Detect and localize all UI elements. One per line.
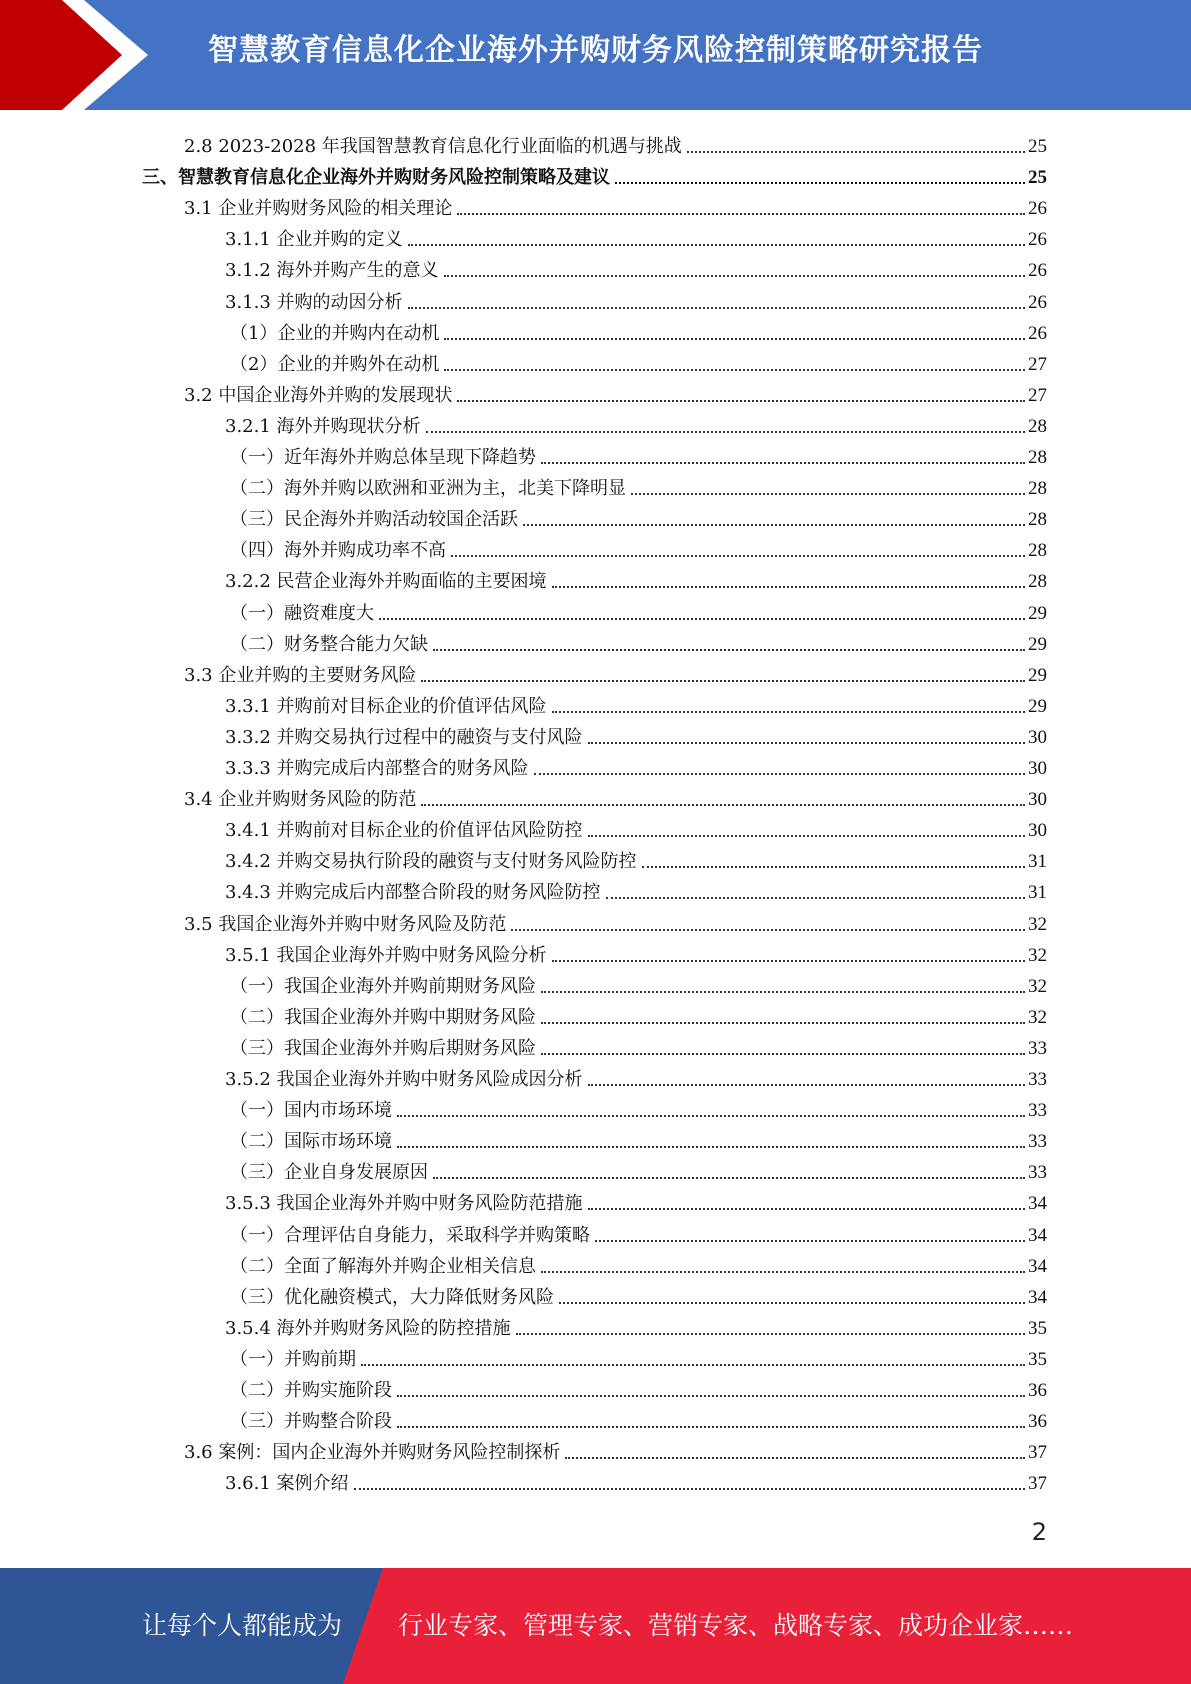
toc-entry-label: （三）民企海外并购活动较国企活跃: [230, 509, 518, 531]
toc-entry-label: 3.4.1 并购前对目标企业的价值评估风险防控: [225, 820, 583, 842]
toc-entry-label: （三）我国企业海外并购后期财务风险: [230, 1037, 536, 1059]
toc-entry-page: 29: [1028, 695, 1047, 717]
toc-entry[interactable]: [225, 937, 1047, 968]
toc-leader-dots: [588, 1208, 1025, 1210]
toc-entry-page: 28: [1028, 478, 1047, 500]
toc-entry-page: 27: [1028, 353, 1047, 375]
toc-entry-label: （一）融资难度大: [230, 602, 374, 624]
toc-entry-page: 30: [1028, 820, 1047, 842]
toc-leader-dots: [588, 1084, 1025, 1086]
toc-entry-page: 26: [1028, 198, 1047, 220]
toc-entry-label: 3.5.1 我国企业海外并购中财务风险分析: [225, 944, 547, 966]
toc-entry[interactable]: [184, 128, 1047, 159]
toc-entry-label: 3.4.3 并购完成后内部整合阶段的财务风险防控: [225, 882, 601, 904]
toc-entry-page: 32: [1028, 1006, 1047, 1028]
toc-entry[interactable]: [230, 1154, 1047, 1185]
toc-entry-page: 33: [1028, 1069, 1047, 1090]
toc-entry-label: （2）企业的并购外在动机: [230, 353, 440, 375]
toc-leader-dots: [421, 804, 1025, 806]
footer-slogan-left: 让每个人都能成为: [142, 1611, 343, 1640]
toc-leader-dots: [552, 711, 1025, 713]
toc-entry[interactable]: [230, 439, 1047, 470]
toc-entry-page: 33: [1028, 1162, 1047, 1184]
toc-leader-dots: [541, 462, 1025, 464]
toc-entry[interactable]: [230, 1372, 1047, 1403]
toc-entry[interactable]: [230, 315, 1047, 346]
toc-entry[interactable]: [225, 221, 1047, 252]
toc-entry-page: 34: [1028, 1255, 1047, 1277]
toc-leader-dots: [552, 960, 1025, 962]
toc-entry[interactable]: [225, 1061, 1047, 1092]
toc-leader-dots: [457, 213, 1025, 215]
toc-leader-dots: [552, 586, 1025, 588]
toc-entry-page: 29: [1028, 602, 1047, 624]
toc-leader-dots: [615, 182, 1025, 184]
toc-entry-page: 28: [1028, 447, 1047, 468]
toc-entry-page: 32: [1028, 944, 1047, 966]
toc-entry[interactable]: [225, 1310, 1047, 1341]
toc-entry[interactable]: [225, 284, 1047, 315]
toc-entry-page: 28: [1028, 509, 1047, 531]
toc-leader-dots: [523, 524, 1025, 526]
toc-entry[interactable]: [142, 159, 1047, 190]
toc-entry[interactable]: [225, 1185, 1047, 1216]
toc-entry[interactable]: [225, 688, 1047, 719]
toc-entry-label: 3.6 案例：国内企业海外并购财务风险控制探析: [184, 1442, 561, 1464]
toc-entry[interactable]: [230, 1123, 1047, 1154]
toc-entry-page: 30: [1028, 726, 1047, 748]
toc-entry-label: 3.4 企业并购财务风险的防范: [184, 789, 417, 811]
toc-entry[interactable]: [184, 906, 1047, 937]
toc-entry-page: 33: [1028, 1131, 1047, 1153]
toc-entry[interactable]: [225, 252, 1047, 283]
toc-entry-page: 34: [1028, 1193, 1047, 1215]
toc-entry-label: 3.1.3 并购的动因分析: [225, 291, 403, 313]
toc-entry-label: 3.5.2 我国企业海外并购中财务风险成因分析: [225, 1069, 583, 1090]
toc-entry-label: 3.2.1 海外并购现状分析: [225, 415, 421, 437]
toc-entry[interactable]: [225, 719, 1047, 750]
toc-entry[interactable]: [230, 501, 1047, 532]
toc-leader-dots: [588, 835, 1025, 837]
toc-leader-dots: [541, 1271, 1025, 1273]
toc-entry[interactable]: [230, 532, 1047, 563]
toc-leader-dots: [541, 991, 1025, 993]
toc-entry-page: 27: [1028, 384, 1047, 406]
toc-leader-dots: [408, 307, 1025, 309]
toc-leader-dots: [516, 1333, 1025, 1335]
toc-entry-page: 28: [1028, 540, 1047, 562]
toc-entry-label: （1）企业的并购内在动机: [230, 322, 440, 344]
toc-entry-page: 36: [1028, 1411, 1047, 1433]
toc-entry-page: 32: [1028, 913, 1047, 935]
toc-entry-label: （二）国际市场环境: [230, 1131, 392, 1153]
toc-leader-dots: [534, 773, 1025, 775]
toc-leader-dots: [397, 1115, 1025, 1117]
toc-entry[interactable]: [230, 1403, 1047, 1434]
toc-entry-label: （三）优化融资模式，大力降低财务风险: [230, 1286, 554, 1308]
toc-leader-dots: [588, 742, 1025, 744]
toc-entry-page: 37: [1028, 1442, 1047, 1464]
toc-leader-dots: [457, 400, 1025, 402]
toc-leader-dots: [444, 369, 1025, 371]
toc-entry-page: 29: [1028, 664, 1047, 686]
page-header: [0, 0, 1191, 110]
toc-entry-label: 3.3.3 并购完成后内部整合的财务风险: [225, 758, 529, 779]
toc-entry-label: 3.3.1 并购前对目标企业的价值评估风险: [225, 695, 547, 717]
toc-leader-dots: [408, 244, 1025, 246]
toc-entry-label: 3.2.2 民营企业海外并购面临的主要困境: [225, 571, 547, 593]
toc-entry-label: （二）全面了解海外并购企业相关信息: [230, 1255, 536, 1277]
toc-entry[interactable]: [230, 470, 1047, 501]
toc-entry-page: 25: [1028, 167, 1047, 189]
footer-slogan-right: 行业专家、管理专家、营销专家、战略专家、成功企业家……: [398, 1611, 1074, 1640]
toc-entry-page: 26: [1028, 322, 1047, 344]
toc-entry[interactable]: [184, 1434, 1047, 1465]
toc-entry[interactable]: [230, 999, 1047, 1030]
toc-entry-label: 3.3.2 并购交易执行过程中的融资与支付风险: [225, 726, 583, 748]
toc-entry-page: 28: [1028, 415, 1047, 437]
toc-entry[interactable]: [225, 563, 1047, 594]
toc-entry[interactable]: [230, 346, 1047, 377]
toc-entry-label: 2.8 2023-2028 年我国智慧教育信息化行业面临的机遇与挑战: [184, 136, 682, 157]
toc-entry[interactable]: [230, 1279, 1047, 1310]
toc-leader-dots: [687, 151, 1025, 153]
toc-leader-dots: [642, 866, 1025, 868]
toc-entry-label: （三）并购整合阶段: [230, 1411, 392, 1433]
toc-entry-page: 36: [1028, 1380, 1047, 1401]
toc-entry-page: 32: [1028, 975, 1047, 997]
toc-leader-dots: [541, 1022, 1025, 1024]
toc-entry-label: 3.5.4 海外并购财务风险的防控措施: [225, 1317, 511, 1339]
toc-entry-label: 3.4.2 并购交易执行阶段的融资与支付财务风险防控: [225, 851, 637, 873]
toc-entry-label: （一）合理评估自身能力，采取科学并购策略: [230, 1224, 590, 1246]
toc-leader-dots: [444, 338, 1025, 340]
toc-entry-page: 29: [1028, 633, 1047, 655]
toc-leader-dots: [397, 1146, 1025, 1148]
toc-entry-label: 3.1.2 海外并购产生的意义: [225, 260, 439, 282]
toc-entry-page: 26: [1028, 229, 1047, 251]
toc-entry-page: 37: [1028, 1473, 1047, 1495]
toc-leader-dots: [397, 1395, 1025, 1397]
toc-leader-dots: [559, 1302, 1025, 1304]
toc-entry-label: 3.6.1 案例介绍: [225, 1473, 349, 1495]
toc-entry-page: 31: [1028, 851, 1047, 873]
toc-entry[interactable]: [230, 1341, 1047, 1372]
report-title: 智慧教育信息化企业海外并购财务风险控制策略研究报告: [208, 33, 983, 68]
toc-leader-dots: [379, 618, 1025, 620]
toc-entry-label: 三、智慧教育信息化企业海外并购财务风险控制策略及建议: [142, 167, 610, 189]
toc-leader-dots: [631, 493, 1025, 495]
toc-leader-dots: [606, 897, 1025, 899]
toc-entry-label: 3.2 中国企业海外并购的发展现状: [184, 384, 453, 406]
toc-entry-label: （二）海外并购以欧洲和亚洲为主，北美下降明显: [230, 478, 626, 500]
toc-entry[interactable]: [230, 1092, 1047, 1123]
toc-leader-dots: [421, 680, 1025, 682]
toc-entry[interactable]: [184, 657, 1047, 688]
toc-entry-page: 30: [1028, 789, 1047, 811]
toc-entry-page: 35: [1028, 1348, 1047, 1370]
toc-entry-page: 28: [1028, 571, 1047, 593]
toc-leader-dots: [451, 555, 1025, 557]
toc-leader-dots: [565, 1457, 1025, 1459]
toc-entry[interactable]: [225, 812, 1047, 843]
page-footer: [0, 1568, 1191, 1684]
toc-entry-label: （三）企业自身发展原因: [230, 1162, 428, 1184]
toc-leader-dots: [541, 1053, 1025, 1055]
toc-entry-label: 3.5 我国企业海外并购中财务风险及防范: [184, 913, 507, 935]
toc-entry-page: 33: [1028, 1037, 1047, 1059]
toc-entry[interactable]: [225, 843, 1047, 874]
toc-entry[interactable]: [230, 626, 1047, 657]
header-arrow-decoration: [0, 0, 160, 110]
toc-entry-page: 33: [1028, 1100, 1047, 1122]
toc-leader-dots: [595, 1240, 1025, 1242]
toc-entry-page: 34: [1028, 1224, 1047, 1246]
toc-leader-dots: [511, 929, 1025, 931]
toc-entry-label: 3.5.3 我国企业海外并购中财务风险防范措施: [225, 1193, 583, 1215]
toc-entry[interactable]: [225, 1465, 1047, 1496]
toc-entry-label: 3.1 企业并购财务风险的相关理论: [184, 198, 453, 220]
toc-entry[interactable]: [184, 190, 1047, 221]
toc-leader-dots: [433, 1177, 1025, 1179]
toc-entry-page: 34: [1028, 1286, 1047, 1308]
toc-entry-page: 26: [1028, 291, 1047, 313]
toc-leader-dots: [433, 649, 1025, 651]
toc-entry[interactable]: [230, 595, 1047, 626]
toc-entry-page: 31: [1028, 882, 1047, 904]
toc-entry-label: （四）海外并购成功率不高: [230, 540, 446, 562]
toc-entry-page: 35: [1028, 1317, 1047, 1339]
toc-entry[interactable]: [230, 968, 1047, 999]
toc-entry-label: 3.1.1 企业并购的定义: [225, 229, 403, 251]
toc-entry-label: （一）并购前期: [230, 1348, 356, 1370]
page-number: 2: [1031, 1518, 1047, 1546]
toc-entry[interactable]: [230, 1217, 1047, 1248]
toc-entry-label: （一）国内市场环境: [230, 1100, 392, 1122]
toc-leader-dots: [361, 1364, 1025, 1366]
toc-leader-dots: [397, 1426, 1025, 1428]
toc-leader-dots: [354, 1488, 1025, 1490]
toc-entry[interactable]: [184, 781, 1047, 812]
toc-entry[interactable]: [230, 1248, 1047, 1279]
toc-entry[interactable]: [184, 377, 1047, 408]
toc-entry-page: 25: [1028, 136, 1047, 157]
toc-entry[interactable]: [225, 874, 1047, 905]
toc-entry-label: （二）并购实施阶段: [230, 1380, 392, 1401]
toc-entry-page: 30: [1028, 758, 1047, 779]
toc-entry-label: 3.3 企业并购的主要财务风险: [184, 664, 417, 686]
toc-leader-dots: [444, 275, 1025, 277]
toc-entry[interactable]: [225, 408, 1047, 439]
toc-entry[interactable]: [225, 750, 1047, 781]
toc-entry-label: （二）我国企业海外并购中期财务风险: [230, 1006, 536, 1028]
toc-entry-label: （一）我国企业海外并购前期财务风险: [230, 975, 536, 997]
toc-entry-label: （一）近年海外并购总体呈现下降趋势: [230, 447, 536, 468]
toc-leader-dots: [426, 431, 1025, 433]
toc-entry-label: （二）财务整合能力欠缺: [230, 633, 428, 655]
toc-entry[interactable]: [230, 1030, 1047, 1061]
toc-entry-page: 26: [1028, 260, 1047, 282]
